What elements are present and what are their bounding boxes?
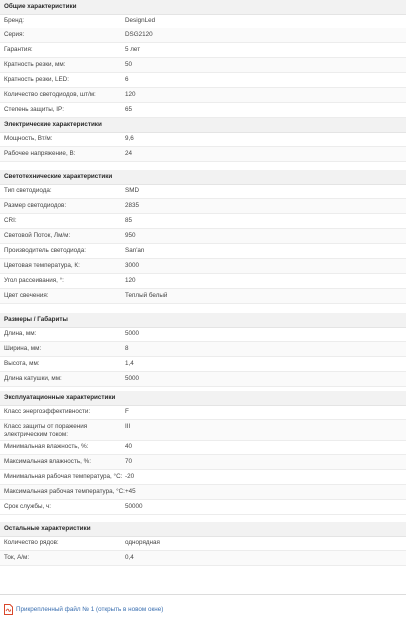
spec-row <box>0 420 406 441</box>
spec-value: +45 <box>125 488 136 495</box>
section-title: Общие характеристики <box>4 3 77 10</box>
spec-value: 120 <box>125 277 136 284</box>
spec-label: Ток, А/м: <box>4 554 30 561</box>
spec-row <box>0 327 406 342</box>
section-header <box>0 0 406 15</box>
spec-value: 9,6 <box>125 135 134 142</box>
spec-row <box>0 58 406 73</box>
spec-value: DSG2120 <box>125 31 153 38</box>
spec-label: Размер светодиодов: <box>4 202 67 209</box>
spec-row <box>0 259 406 274</box>
spec-row <box>0 485 406 500</box>
spec-value: 5000 <box>125 375 140 382</box>
spec-label: Тип светодиода: <box>4 187 52 194</box>
spec-value: 65 <box>125 106 133 113</box>
spec-label: Цвет свечения: <box>4 292 49 299</box>
attachment-link[interactable]: Прикрепленный файл № 1 (открыть в новом окне) <box>16 605 164 613</box>
spec-value: 85 <box>125 217 133 224</box>
spec-label: Кратность резки, LED: <box>4 76 69 83</box>
spec-row <box>0 372 406 387</box>
spec-label: Мощность, Вт/м: <box>4 135 53 142</box>
spec-label: Бренд: <box>4 17 25 24</box>
spec-value: SMD <box>125 187 139 194</box>
spec-value: 24 <box>125 150 133 157</box>
spec-value: 3000 <box>125 262 140 269</box>
spec-value: 0,4 <box>125 554 134 561</box>
section-title: Эксплуатационные характеристики <box>4 394 116 401</box>
spec-value: однорядная <box>125 539 160 546</box>
spec-value: F <box>125 408 129 415</box>
spec-label: Длина, мм: <box>4 330 37 337</box>
spec-row <box>0 455 406 470</box>
spec-value: 5000 <box>125 330 140 337</box>
spec-row <box>0 199 406 214</box>
spec-row <box>0 43 406 58</box>
spec-row <box>0 14 406 29</box>
section-title: Размеры / Габариты <box>4 316 68 323</box>
section-header <box>0 313 406 328</box>
spec-value: 40 <box>125 443 133 450</box>
divider <box>0 594 406 595</box>
spec-label: Угол рассеивания, °: <box>4 277 64 284</box>
spec-row <box>0 500 406 515</box>
spec-value: 50 <box>125 61 133 68</box>
spec-label: Класс защиты от поражения электрическим током: <box>4 423 88 438</box>
spec-label: Производитель светодиода: <box>4 247 86 254</box>
spec-label: Минимальная рабочая температура, °С: <box>4 473 123 480</box>
section-title: Светотехнические характеристики <box>4 173 113 180</box>
spec-label: CRI: <box>4 217 17 224</box>
spec-value: 50000 <box>125 503 143 510</box>
spec-label: Цветовая температура, К: <box>4 262 80 269</box>
spec-row <box>0 147 406 162</box>
spec-row <box>0 470 406 485</box>
spec-row <box>0 342 406 357</box>
spec-row <box>0 536 406 551</box>
spec-value: 5 лет <box>125 46 141 53</box>
section-title: Остальные характеристики <box>4 525 91 532</box>
spec-row <box>0 357 406 372</box>
spec-row <box>0 184 406 199</box>
spec-label: Серия: <box>4 31 25 38</box>
spec-row <box>0 73 406 88</box>
spec-row <box>0 274 406 289</box>
spec-value: 120 <box>125 91 136 98</box>
spec-label: Ширина, мм: <box>4 345 42 352</box>
spec-label: Максимальная влажность, %: <box>4 458 91 465</box>
spec-row <box>0 289 406 304</box>
spec-row <box>0 214 406 229</box>
spec-row <box>0 440 406 455</box>
spec-label: Срок службы, ч: <box>4 503 52 510</box>
spec-row <box>0 28 406 43</box>
spec-value: 70 <box>125 458 133 465</box>
pdf-file-icon <box>4 604 13 615</box>
spec-label: Световой Поток, Лм/м: <box>4 232 71 239</box>
spec-label: Гарантия: <box>4 46 33 53</box>
spec-row <box>0 405 406 420</box>
spec-label: Кратность резки, мм: <box>4 61 66 68</box>
spec-value: 950 <box>125 232 136 239</box>
spec-row <box>0 88 406 103</box>
spec-value: DesignLed <box>125 17 156 24</box>
spec-row <box>0 132 406 147</box>
spec-label: Класс энергоэффективности: <box>4 408 91 415</box>
section-header <box>0 391 406 406</box>
spec-value: 2835 <box>125 202 140 209</box>
spec-label: Степень защиты, IP: <box>4 106 64 113</box>
spec-label: Количество рядов: <box>4 539 59 546</box>
spec-row <box>0 229 406 244</box>
spec-row <box>0 103 406 118</box>
spec-value: Теплый белый <box>125 292 168 299</box>
spec-value: -20 <box>125 473 135 480</box>
spec-label: Количество светодиодов, шт/м: <box>4 91 96 98</box>
spec-row <box>0 244 406 259</box>
spec-value: 1,4 <box>125 360 134 367</box>
section-header <box>0 118 406 133</box>
spec-value: 6 <box>125 76 129 83</box>
spec-value: III <box>125 423 131 430</box>
spec-label: Максимальная рабочая температура, °С: <box>4 488 125 495</box>
spec-label: Длина катушки, мм: <box>4 375 62 382</box>
spec-label: Высота, мм: <box>4 360 40 367</box>
spec-label: Минимальная влажность, %: <box>4 443 89 450</box>
spec-label: Рабочее напряжение, В: <box>4 150 76 157</box>
spec-value: 8 <box>125 345 129 352</box>
attachment-link-row[interactable] <box>4 603 163 615</box>
section-header <box>0 170 406 185</box>
spec-row <box>0 551 406 566</box>
section-header <box>0 522 406 537</box>
spec-value: San'an <box>125 247 145 254</box>
section-title: Электрические характеристики <box>4 121 102 128</box>
